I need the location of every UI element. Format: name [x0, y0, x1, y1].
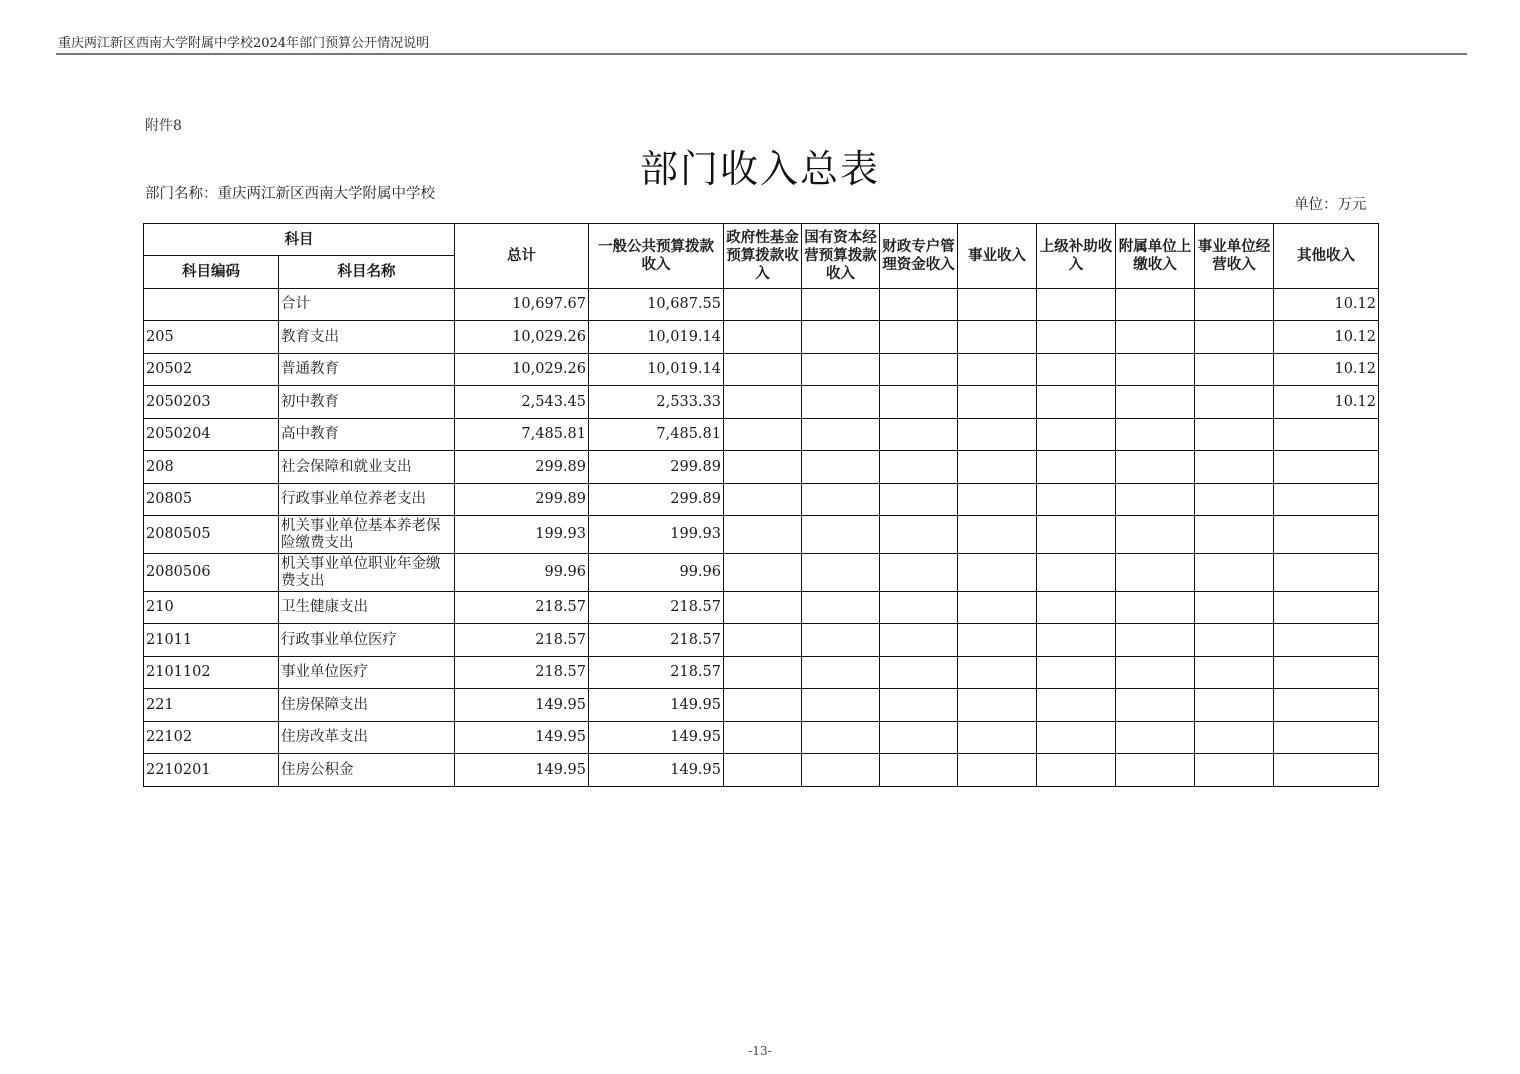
amount-cell: 10,697.67 [455, 289, 589, 321]
subject-code-cell: 2050204 [144, 419, 279, 451]
amount-cell [724, 516, 802, 554]
table-row [144, 419, 1379, 451]
table-row [144, 321, 1379, 354]
subject-code-cell: 22102 [144, 722, 279, 754]
amount-cell [802, 321, 880, 354]
amount-cell: 7,485.81 [589, 419, 724, 451]
amount-cell [958, 689, 1037, 722]
amount-cell [958, 419, 1037, 451]
subject-code-cell: 20805 [144, 484, 279, 516]
amount-cell [1195, 554, 1274, 592]
amount-cell [1274, 689, 1379, 722]
amount-cell [1037, 657, 1116, 689]
amount-cell [958, 354, 1037, 386]
amount-cell: 10,019.14 [589, 321, 724, 354]
amount-cell: 10,029.26 [455, 354, 589, 386]
amount-cell [1116, 722, 1195, 754]
table-row [144, 484, 1379, 516]
amount-cell: 149.95 [455, 722, 589, 754]
amount-cell [802, 689, 880, 722]
amount-cell: 218.57 [455, 592, 589, 624]
table-row [144, 516, 1379, 554]
amount-cell [1195, 592, 1274, 624]
amount-cell: 99.96 [455, 554, 589, 592]
table-row [144, 289, 1379, 321]
amount-cell [1116, 657, 1195, 689]
amount-cell [1195, 386, 1274, 419]
amount-cell [958, 386, 1037, 419]
col-header-special-account: 财政专户管理资金收入 [880, 224, 958, 289]
amount-cell [802, 289, 880, 321]
amount-cell: 299.89 [589, 484, 724, 516]
amount-cell [1037, 754, 1116, 787]
amount-cell [958, 289, 1037, 321]
amount-cell [724, 624, 802, 657]
amount-cell [802, 754, 880, 787]
amount-cell: 218.57 [589, 592, 724, 624]
subject-code-cell: 208 [144, 451, 279, 484]
amount-cell [724, 554, 802, 592]
table-row [144, 592, 1379, 624]
amount-cell [802, 554, 880, 592]
amount-cell [880, 592, 958, 624]
amount-cell [802, 451, 880, 484]
col-header-subject-code: 科目编码 [144, 256, 279, 289]
table-row [144, 554, 1379, 592]
amount-cell [1274, 451, 1379, 484]
amount-cell: 10.12 [1274, 386, 1379, 419]
amount-cell [802, 592, 880, 624]
amount-cell [1037, 289, 1116, 321]
amount-cell: 10.12 [1274, 289, 1379, 321]
subject-name-cell: 普通教育 [279, 354, 455, 386]
amount-cell: 10.12 [1274, 321, 1379, 354]
amount-cell [880, 484, 958, 516]
amount-cell [1195, 722, 1274, 754]
amount-cell [1274, 554, 1379, 592]
amount-cell: 218.57 [589, 624, 724, 657]
subject-name-cell: 初中教育 [279, 386, 455, 419]
amount-cell [802, 516, 880, 554]
amount-cell [1037, 321, 1116, 354]
amount-cell [958, 592, 1037, 624]
amount-cell [1274, 516, 1379, 554]
amount-cell [958, 516, 1037, 554]
document-header: 重庆两江新区西南大学附属中学校2024年部门预算公开情况说明 [58, 36, 430, 51]
subject-name-cell: 机关事业单位基本养老保险缴费支出 [279, 516, 455, 554]
amount-cell [1274, 754, 1379, 787]
amount-cell [1116, 754, 1195, 787]
amount-cell [880, 386, 958, 419]
header-rule [56, 53, 1467, 55]
amount-cell: 10,029.26 [455, 321, 589, 354]
amount-cell [880, 554, 958, 592]
amount-cell: 299.89 [455, 484, 589, 516]
amount-cell [1274, 419, 1379, 451]
amount-cell [958, 624, 1037, 657]
subject-name-cell: 住房公积金 [279, 754, 455, 787]
subject-code-cell: 2080505 [144, 516, 279, 554]
amount-cell: 199.93 [455, 516, 589, 554]
amount-cell [1195, 354, 1274, 386]
amount-cell [958, 657, 1037, 689]
amount-cell [1116, 516, 1195, 554]
amount-cell: 149.95 [589, 689, 724, 722]
table-row [144, 754, 1379, 787]
amount-cell [1116, 386, 1195, 419]
amount-cell [1274, 722, 1379, 754]
subject-name-cell: 合计 [279, 289, 455, 321]
table-row [144, 657, 1379, 689]
col-header-business-income: 事业收入 [958, 224, 1037, 289]
table-row [144, 451, 1379, 484]
col-header-superior-subsidy: 上级补助收入 [1037, 224, 1116, 289]
amount-cell [880, 321, 958, 354]
amount-cell [1195, 451, 1274, 484]
amount-cell [724, 289, 802, 321]
amount-cell: 149.95 [589, 722, 724, 754]
amount-cell [724, 592, 802, 624]
amount-cell [724, 419, 802, 451]
subject-name-cell: 社会保障和就业支出 [279, 451, 455, 484]
subject-code-cell: 21011 [144, 624, 279, 657]
amount-cell [724, 321, 802, 354]
amount-cell [1195, 516, 1274, 554]
subject-code-cell: 2101102 [144, 657, 279, 689]
amount-cell [802, 722, 880, 754]
subject-code-cell: 20502 [144, 354, 279, 386]
amount-cell [1116, 419, 1195, 451]
amount-cell [958, 451, 1037, 484]
amount-cell [1037, 484, 1116, 516]
amount-cell [1037, 516, 1116, 554]
page-number: -13- [748, 1044, 772, 1058]
amount-cell [802, 484, 880, 516]
amount-cell [1116, 484, 1195, 516]
col-header-general-budget: 一般公共预算拨款收入 [589, 224, 724, 289]
amount-cell [1037, 689, 1116, 722]
table-row [144, 354, 1379, 386]
amount-cell [1116, 689, 1195, 722]
amount-cell [1274, 592, 1379, 624]
subject-code-cell: 221 [144, 689, 279, 722]
amount-cell [1037, 451, 1116, 484]
amount-cell: 149.95 [589, 754, 724, 787]
department-name: 部门名称：重庆两江新区西南大学附属中学校 [145, 186, 435, 202]
subject-code-cell: 2050203 [144, 386, 279, 419]
subject-name-cell: 住房改革支出 [279, 722, 455, 754]
amount-cell [1116, 321, 1195, 354]
amount-cell [880, 657, 958, 689]
amount-cell [724, 354, 802, 386]
amount-cell [1274, 657, 1379, 689]
amount-cell: 2,543.45 [455, 386, 589, 419]
amount-cell [1116, 289, 1195, 321]
amount-cell [1274, 484, 1379, 516]
subject-name-cell: 机关事业单位职业年金缴费支出 [279, 554, 455, 592]
subject-name-cell: 事业单位医疗 [279, 657, 455, 689]
amount-cell [1037, 419, 1116, 451]
amount-cell [1195, 689, 1274, 722]
amount-cell: 10,687.55 [589, 289, 724, 321]
subject-code-cell: 2210201 [144, 754, 279, 787]
amount-cell [958, 321, 1037, 354]
amount-cell [1195, 321, 1274, 354]
amount-cell [1195, 657, 1274, 689]
amount-cell [1037, 354, 1116, 386]
amount-cell [958, 554, 1037, 592]
amount-cell [1116, 354, 1195, 386]
amount-cell: 299.89 [589, 451, 724, 484]
amount-cell [880, 754, 958, 787]
amount-cell: 10.12 [1274, 354, 1379, 386]
amount-cell: 218.57 [589, 657, 724, 689]
amount-cell [802, 386, 880, 419]
amount-cell: 299.89 [455, 451, 589, 484]
subject-name-cell: 卫生健康支出 [279, 592, 455, 624]
subject-name-cell: 教育支出 [279, 321, 455, 354]
amount-cell [880, 516, 958, 554]
amount-cell [1116, 554, 1195, 592]
subject-name-cell: 高中教育 [279, 419, 455, 451]
amount-cell [1195, 419, 1274, 451]
amount-cell [802, 624, 880, 657]
col-header-gov-fund: 政府性基金预算拨款收入 [724, 224, 802, 289]
amount-cell [880, 624, 958, 657]
amount-cell [880, 451, 958, 484]
col-header-state-capital: 国有资本经营预算拨款收入 [802, 224, 880, 289]
amount-cell [724, 722, 802, 754]
amount-cell [1037, 592, 1116, 624]
income-table [143, 223, 1379, 787]
subject-code-cell: 210 [144, 592, 279, 624]
amount-cell [1037, 386, 1116, 419]
amount-cell: 199.93 [589, 516, 724, 554]
subject-name-cell: 行政事业单位养老支出 [279, 484, 455, 516]
amount-cell [1116, 624, 1195, 657]
amount-cell [802, 657, 880, 689]
table-row [144, 624, 1379, 657]
col-header-operating-income: 事业单位经营收入 [1195, 224, 1274, 289]
amount-cell [724, 657, 802, 689]
amount-cell [1037, 624, 1116, 657]
amount-cell [1037, 722, 1116, 754]
page-title: 部门收入总表 [639, 147, 880, 191]
amount-cell [1195, 484, 1274, 516]
amount-cell [1274, 624, 1379, 657]
amount-cell [724, 386, 802, 419]
col-header-affiliate-remit: 附属单位上缴收入 [1116, 224, 1195, 289]
amount-cell: 149.95 [455, 689, 589, 722]
subject-name-cell: 行政事业单位医疗 [279, 624, 455, 657]
amount-cell: 99.96 [589, 554, 724, 592]
amount-cell [724, 689, 802, 722]
amount-cell [1195, 754, 1274, 787]
subject-name-cell: 住房保障支出 [279, 689, 455, 722]
table-row [144, 722, 1379, 754]
amount-cell [724, 451, 802, 484]
amount-cell [958, 484, 1037, 516]
subject-group-header: 科目 [144, 224, 455, 256]
amount-cell [802, 419, 880, 451]
col-header-subject-name: 科目名称 [279, 256, 455, 289]
amount-cell [880, 689, 958, 722]
amount-cell [880, 722, 958, 754]
amount-cell: 149.95 [455, 754, 589, 787]
amount-cell: 7,485.81 [455, 419, 589, 451]
table-row [144, 386, 1379, 419]
unit-label: 单位：万元 [1294, 197, 1367, 213]
subject-code-cell: 205 [144, 321, 279, 354]
col-header-total: 总计 [455, 224, 589, 289]
amount-cell [1195, 289, 1274, 321]
amount-cell [880, 419, 958, 451]
amount-cell [958, 754, 1037, 787]
subject-code-cell: 2080506 [144, 554, 279, 592]
subject-code-cell [144, 289, 279, 321]
amount-cell [802, 354, 880, 386]
table-row [144, 689, 1379, 722]
amount-cell [724, 754, 802, 787]
amount-cell [1116, 592, 1195, 624]
amount-cell: 218.57 [455, 624, 589, 657]
amount-cell [880, 289, 958, 321]
amount-cell [1116, 451, 1195, 484]
amount-cell: 218.57 [455, 657, 589, 689]
amount-cell [1037, 554, 1116, 592]
amount-cell [1195, 624, 1274, 657]
amount-cell [880, 354, 958, 386]
attachment-label: 附件8 [145, 118, 182, 134]
amount-cell [724, 484, 802, 516]
amount-cell [958, 722, 1037, 754]
col-header-other-income: 其他收入 [1274, 224, 1379, 289]
amount-cell: 2,533.33 [589, 386, 724, 419]
amount-cell: 10,019.14 [589, 354, 724, 386]
